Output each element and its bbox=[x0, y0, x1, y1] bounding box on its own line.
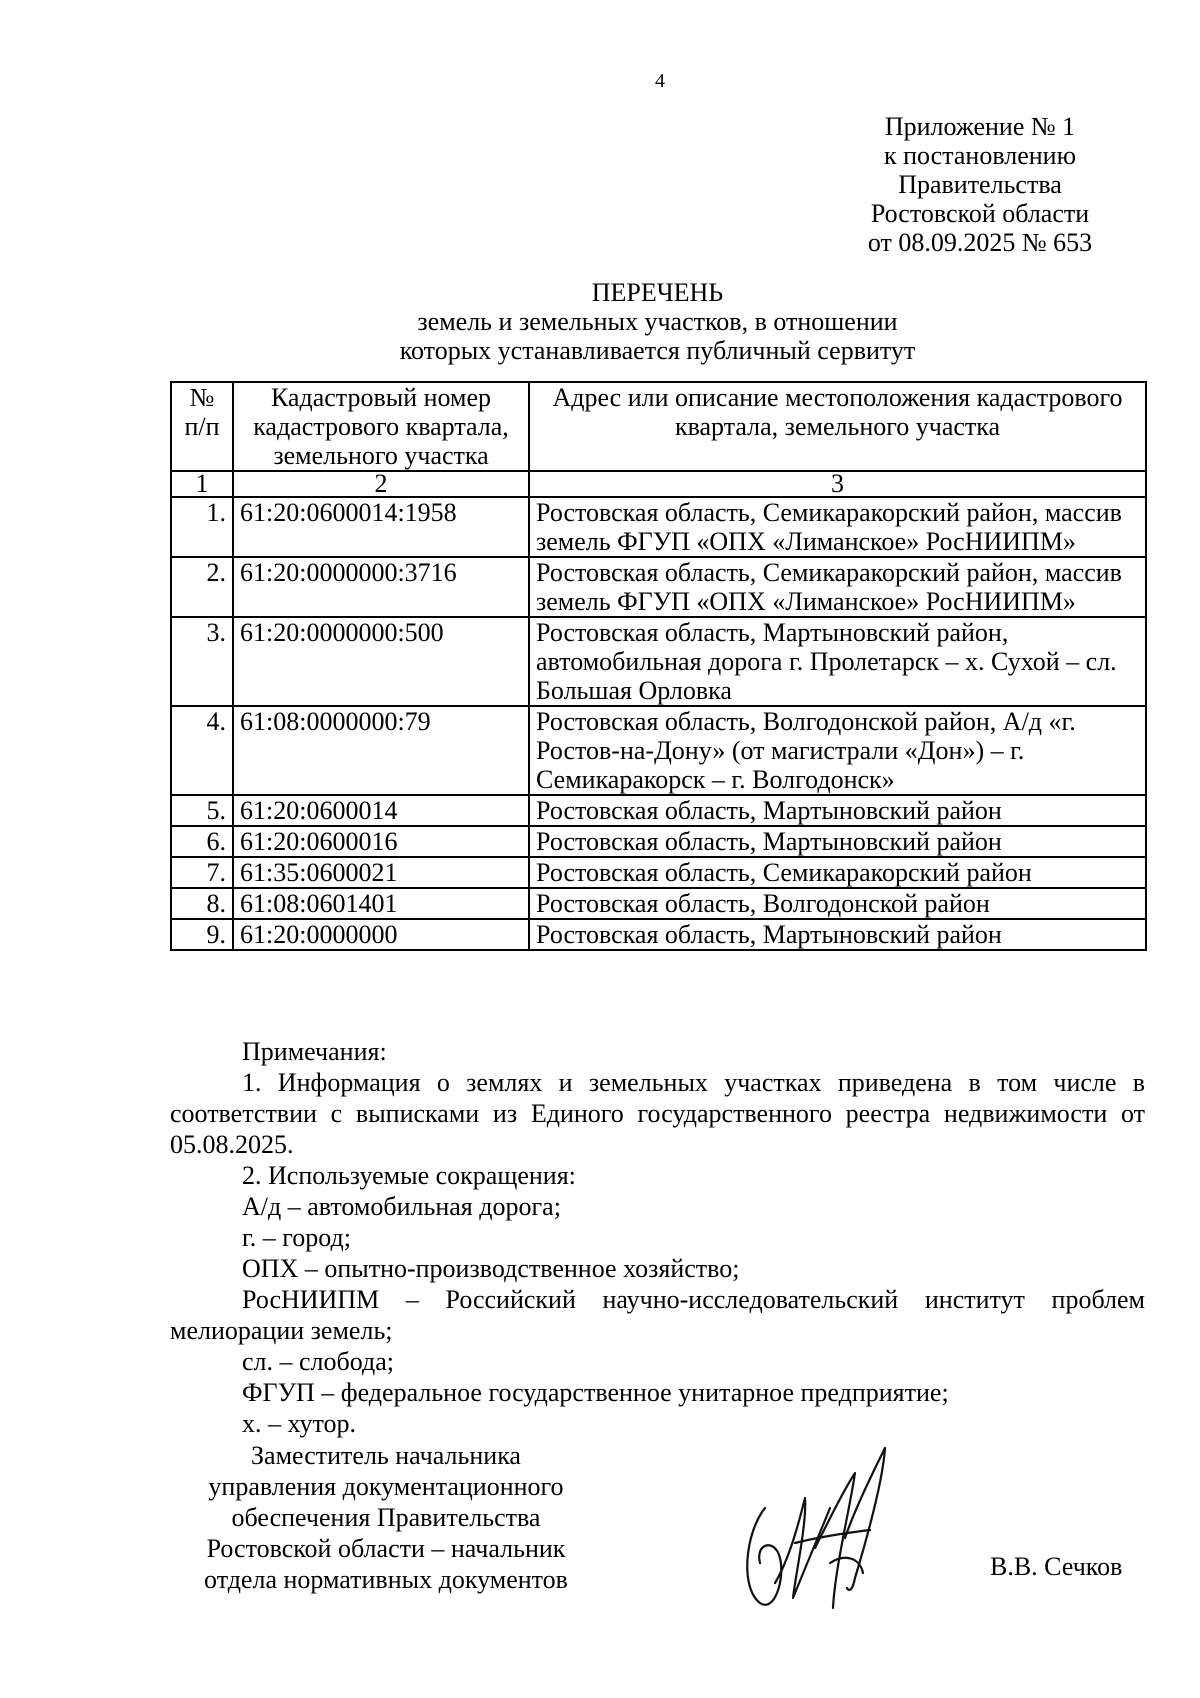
table-row bbox=[171, 888, 1146, 919]
row-number: 5. bbox=[171, 795, 233, 826]
abbreviation-item: А/д – автомобильная дорога; bbox=[242, 1192, 561, 1221]
cadastral-number: 61:20:0600014 bbox=[233, 795, 529, 826]
handwritten-signature bbox=[735, 1438, 915, 1623]
location-address: Ростовская область, Волгодонской район bbox=[529, 888, 1146, 919]
cadastral-number: 61:20:0600014:1958 bbox=[233, 497, 529, 557]
row-number: 7. bbox=[171, 857, 233, 888]
abbreviation-item: ФГУП – федеральное государственное унитарное предприятие; bbox=[242, 1378, 949, 1407]
column-number: 2 bbox=[233, 471, 529, 497]
position-line: Заместитель начальника bbox=[251, 1441, 521, 1470]
row-number: 8. bbox=[171, 888, 233, 919]
table-row bbox=[171, 857, 1146, 888]
row-number: 9. bbox=[171, 919, 233, 950]
cadastral-number: 61:35:0600021 bbox=[233, 857, 529, 888]
location-address: Ростовская область, Семикаракорский район, массив земель ФГУП «ОПХ «Лиманское» РосНИИПМ» bbox=[529, 557, 1146, 617]
appendix-header bbox=[835, 112, 1125, 257]
title-heading: ПЕРЕЧЕНЬ bbox=[591, 278, 724, 307]
cadastral-number: 61:20:0000000 bbox=[233, 919, 529, 950]
row-number: 1. bbox=[171, 497, 233, 557]
row-number: 3. bbox=[171, 617, 233, 706]
abbreviation-item: г. – город; bbox=[242, 1223, 351, 1252]
row-number: 4. bbox=[171, 706, 233, 795]
appendix-line: Приложение № 1 bbox=[884, 112, 1076, 141]
notes-section bbox=[170, 1036, 1145, 1439]
location-address: Ростовская область, Мартыновский район, автомобильная дорога г. Пролетарск – х. Сухой – сл. Большая Орловка bbox=[529, 617, 1146, 706]
location-address: Ростовская область, Мартыновский район bbox=[529, 795, 1146, 826]
header-cell-number: № п/п bbox=[171, 382, 233, 471]
signatory-position bbox=[176, 1440, 596, 1595]
parcels-table bbox=[170, 381, 1147, 951]
position-line: обеспечения Правительства bbox=[231, 1503, 541, 1532]
column-number-row bbox=[171, 471, 1146, 497]
cadastral-number: 61:08:0601401 bbox=[233, 888, 529, 919]
appendix-line: от 08.09.2025 № 653 bbox=[867, 228, 1093, 257]
note-paragraph: 1. Информация о землях и земельных участках приведена в том числе в соответствии с выписками из Единого государственного реестра недвижимости от 05.08.2025. bbox=[170, 1068, 1145, 1159]
abbreviation-item: х. – хутор. bbox=[242, 1409, 357, 1438]
cadastral-number: 61:20:0000000:3716 bbox=[233, 557, 529, 617]
location-address: Ростовская область, Семикаракорский район, массив земель ФГУП «ОПХ «Лиманское» РосНИИПМ» bbox=[529, 497, 1146, 557]
abbreviation-item: РосНИИПМ – Российский научно-исследовательский институт проблем мелиорации земель; bbox=[170, 1285, 1145, 1345]
page-number: 4 bbox=[655, 70, 665, 92]
title-line: земель и земельных участков, в отношении bbox=[417, 307, 898, 336]
appendix-line: к постановлению bbox=[883, 141, 1077, 170]
table-row bbox=[171, 617, 1146, 706]
table-row bbox=[171, 795, 1146, 826]
location-address: Ростовская область, Семикаракорский район bbox=[529, 857, 1146, 888]
header-cell-address: Адрес или описание местоположения кадастрового квартала, земельного участка bbox=[529, 382, 1146, 471]
column-number: 1 bbox=[171, 471, 233, 497]
cadastral-number: 61:20:0000000:500 bbox=[233, 617, 529, 706]
signer-name: В.В. Сечков bbox=[990, 1552, 1123, 1581]
location-address: Ростовская область, Мартыновский район bbox=[529, 919, 1146, 950]
position-line: Ростовской области – начальник bbox=[206, 1534, 566, 1563]
table-header-row bbox=[171, 382, 1146, 471]
header-cell-cadastral: Кадастровый номер кадастрового квартала, земельного участка bbox=[233, 382, 529, 471]
appendix-line: Правительства bbox=[898, 170, 1062, 199]
table-row bbox=[171, 919, 1146, 950]
document-title bbox=[170, 278, 1145, 365]
table-row bbox=[171, 497, 1146, 557]
position-line: управления документационного bbox=[208, 1472, 564, 1501]
cadastral-number: 61:08:0000000:79 bbox=[233, 706, 529, 795]
abbreviation-item: ОПХ – опытно-производственное хозяйство; bbox=[242, 1254, 740, 1283]
cadastral-number: 61:20:0600016 bbox=[233, 826, 529, 857]
location-address: Ростовская область, Мартыновский район bbox=[529, 826, 1146, 857]
title-line: которых устанавливается публичный сервитут bbox=[399, 336, 916, 365]
abbreviation-item: сл. – слобода; bbox=[242, 1347, 395, 1376]
position-line: отдела нормативных документов bbox=[204, 1565, 568, 1594]
table-row bbox=[171, 557, 1146, 617]
notes-heading: Примечания: bbox=[242, 1037, 387, 1066]
appendix-line: Ростовской области bbox=[870, 199, 1090, 228]
location-address: Ростовская область, Волгодонской район, А/д «г. Ростов-на-Дону» (от магистрали «Дон») – г. Семикаракорск – г. Волгодонск» bbox=[529, 706, 1146, 795]
column-number: 3 bbox=[529, 471, 1146, 497]
row-number: 2. bbox=[171, 557, 233, 617]
note-paragraph: 2. Используемые сокращения: bbox=[242, 1161, 576, 1190]
table-row bbox=[171, 826, 1146, 857]
table-row bbox=[171, 706, 1146, 795]
row-number: 6. bbox=[171, 826, 233, 857]
